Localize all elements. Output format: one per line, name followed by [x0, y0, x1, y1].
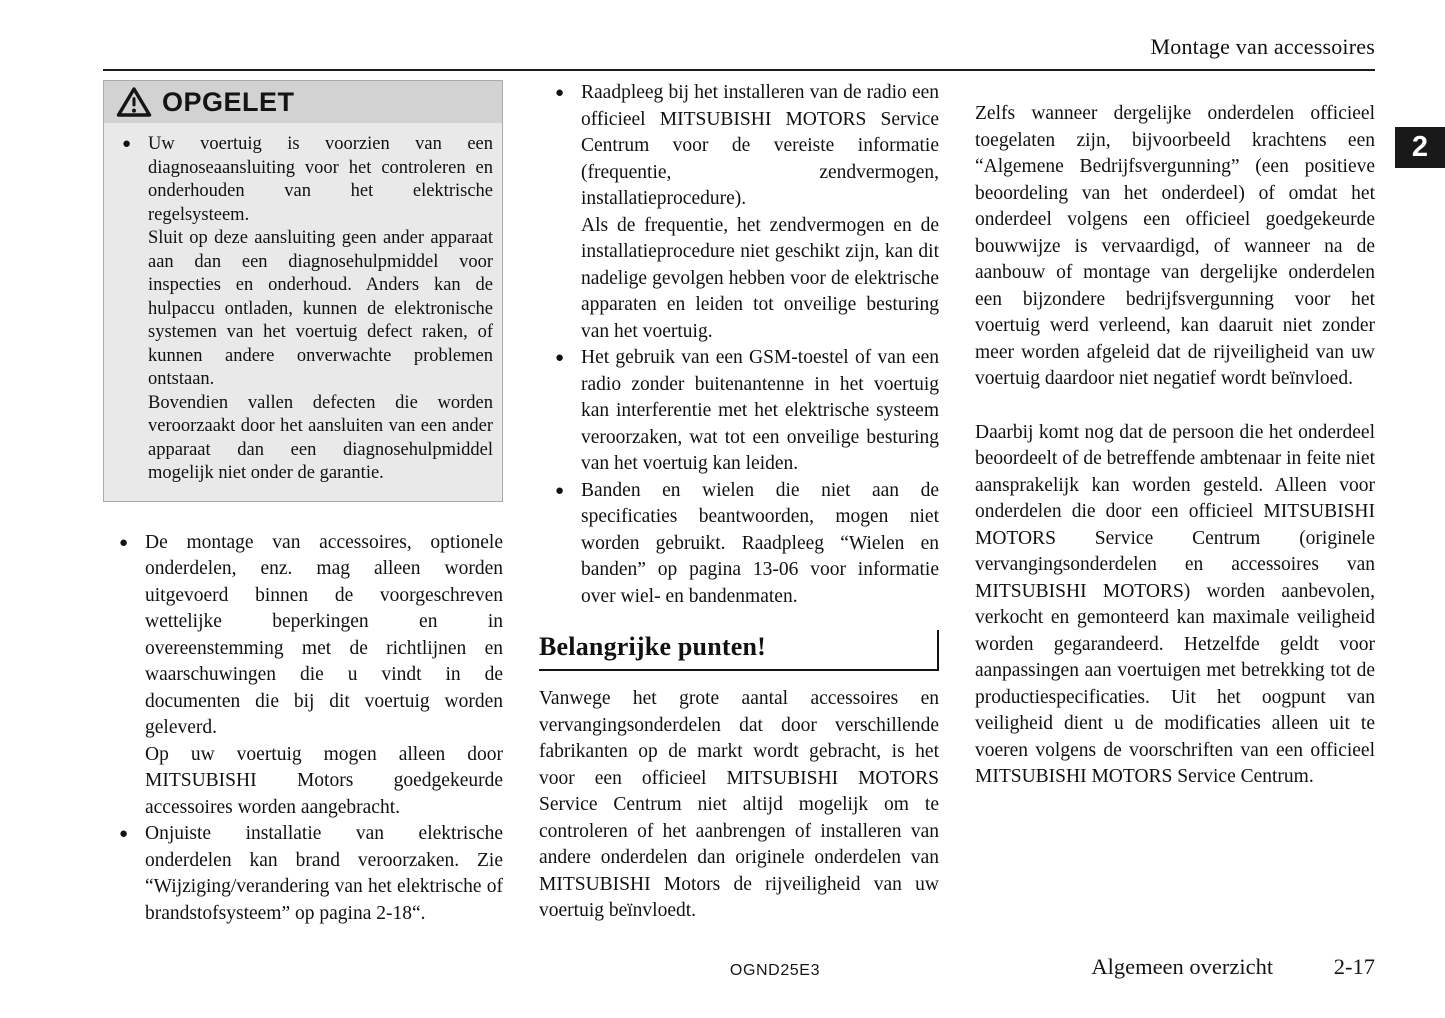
list-item	[122, 133, 493, 486]
paragraph: Vanwege het grote aantal accessoires en vervangingsonderdelen dat door verschillende fabrikanten op de markt wordt gebracht, is het voor een officieel MITSUBISHI MOTORS Service Centrum niet altijd mogelijk om te controleren of het aanbrengen of installeren van andere onderdelen dan originele onderdelen van MITSUBISHI Motors de rijveiligheid van uw voertuig beïnvloedt.	[539, 688, 939, 921]
paragraph: De montage van accessoires, optionele onderdelen, enz. mag alleen worden uitgevoerd binnen de voorgeschreven wettelijke beperkingen en in overeenstemming met de richtlijnen en waarschuwingen die u vindt in de documenten die bij dit voertuig worden geleverd.	[145, 531, 503, 738]
page-footer	[0, 948, 1445, 993]
list-item	[555, 80, 939, 345]
list-item	[119, 530, 503, 822]
warning-box-title: OPGELET	[162, 86, 295, 117]
content-columns	[103, 80, 1375, 927]
bullet-icon: ●	[119, 534, 129, 551]
bullet-text	[145, 821, 503, 927]
page-title: Montage van accessoires	[1150, 34, 1375, 59]
bullet-text	[581, 345, 939, 478]
bullet-text	[581, 478, 939, 611]
paragraph: Op uw voertuig mogen alleen door MITSUBISHI Motors goedgekeurde accessoires worden aangebracht.	[145, 743, 503, 818]
paragraph: Het gebruik van een GSM-toestel of van een radio zonder buitenantenne in het voertuig kan interferentie met het elektrische systeem veroorzaken, wat tot een onveilige besturing van het voertuig kan leiden.	[581, 347, 939, 474]
section-heading: Belangrijke punten!	[539, 630, 939, 671]
paragraph: Raadpleeg bij het installeren van de radio een officieel MITSUBISHI MOTORS Service Centrum voor de vereiste informatie (frequentie, zendvermogen, installatieprocedure).	[581, 82, 939, 209]
bullet-icon: ●	[555, 350, 565, 366]
bullet-text	[145, 530, 503, 822]
paragraph: Zelfs wanneer dergelijke onderdelen officieel toegelaten zijn, bijvoorbeeld krachtens een “Algemene Bedrijfsvergunning” (een positieve beoordeling van het onderdeel) of omdat het onderdeel volgens een officieel goedgekeurde bouwwijze is vervaardigd, of wanneer na de aanbouw of montage van dergelijke onderdelen een bijzondere bedrijfsvergunning voor het voertuig werd verleend, kan daaruit niet zonder meer worden afgeleid dat de rijveiligheid van uw voertuig daardoor niet negatief wordt beïnvloed.	[975, 103, 1375, 389]
left-column	[103, 80, 503, 927]
paragraph: Als de frequentie, het zendvermogen en de installatieprocedure niet geschikt zijn, kan dit nadelige gevolgen hebben voor de elektrische apparaten en leiden tot onveilige besturing van het voertuig.	[581, 214, 939, 342]
bullet-icon: ●	[122, 136, 132, 152]
warning-triangle-icon	[116, 86, 152, 118]
list-item	[119, 821, 503, 927]
list-item	[555, 478, 939, 611]
warning-box-header	[104, 81, 502, 123]
warning-box-body	[104, 123, 502, 501]
middle-bullet-list	[539, 80, 939, 610]
bullet-text	[148, 133, 493, 486]
footer-page-number: 2-17	[1333, 954, 1375, 979]
page-header	[103, 0, 1375, 71]
document-code: OGND25E3	[729, 962, 821, 979]
paragraph: Banden en wielen die niet aan de specificaties beantwoorden, mogen niet worden gebruikt. Raadpleeg “Wielen en banden” op pagina 13-06 voor informatie over wiel- en bandenmaten.	[581, 479, 939, 607]
paragraph: Uw voertuig is voorzien van een diagnoseaansluiting voor het controleren en onderhouden van het elektrische regelsysteem.	[148, 134, 493, 225]
warning-box	[103, 80, 503, 502]
middle-column	[539, 80, 939, 927]
bullet-text	[581, 80, 939, 345]
paragraph: Sluit op deze aansluiting geen ander apparaat aan dan een diagnosehulpmiddel voor inspecties en onderhoud. Anders kan de hulpaccu ontladen, kunnen de elektronische systemen van het voertuig defect raken, of kunnen andere onverwachte problemen ontstaan.	[148, 228, 493, 389]
paragraph: Onjuiste installatie van elektrische onderdelen kan brand veroorzaken. Zie “Wijziging/verandering van het elektrische of brandstofsysteem” op pagina 2-18“.	[145, 823, 503, 924]
bullet-icon: ●	[555, 482, 565, 499]
right-column	[975, 80, 1375, 927]
left-bullet-list	[103, 530, 503, 928]
bullet-icon: ●	[555, 85, 565, 101]
chapter-tab: 2	[1395, 127, 1445, 168]
footer-section-and-page	[1091, 954, 1375, 980]
paragraph: Bovendien vallen defecten die worden veroorzaakt door het aansluiten van een ander apparaat dan een diagnosehulpmiddel mogelijk niet onder de garantie.	[148, 392, 493, 483]
paragraph: Daarbij komt nog dat de persoon die het onderdeel beoordeelt of de betreffende ambtenaar in feite niet aansprakelijk kan worden gesteld. Alleen voor onderdelen die door een officieel MITSUBISHI MOTORS Service Centrum (originele vervangingsonderdelen en accessoires van MITSUBISHI MOTORS) worden aanbevolen, verkocht en gemonteerd kan maximale veiligheid worden gegarandeerd. Hetzelfde geldt voor aanpassingen aan voertuigen met betrekking tot de productiespecificaties. Uit het oogpunt van veiligheid dient u de modificaties alleen uit te voeren volgens de voorschriften van een officieel MITSUBISHI MOTORS Service Centrum.	[975, 421, 1375, 787]
bullet-icon: ●	[119, 826, 129, 842]
footer-section-label: Algemeen overzicht	[1091, 954, 1274, 979]
list-item	[555, 345, 939, 478]
